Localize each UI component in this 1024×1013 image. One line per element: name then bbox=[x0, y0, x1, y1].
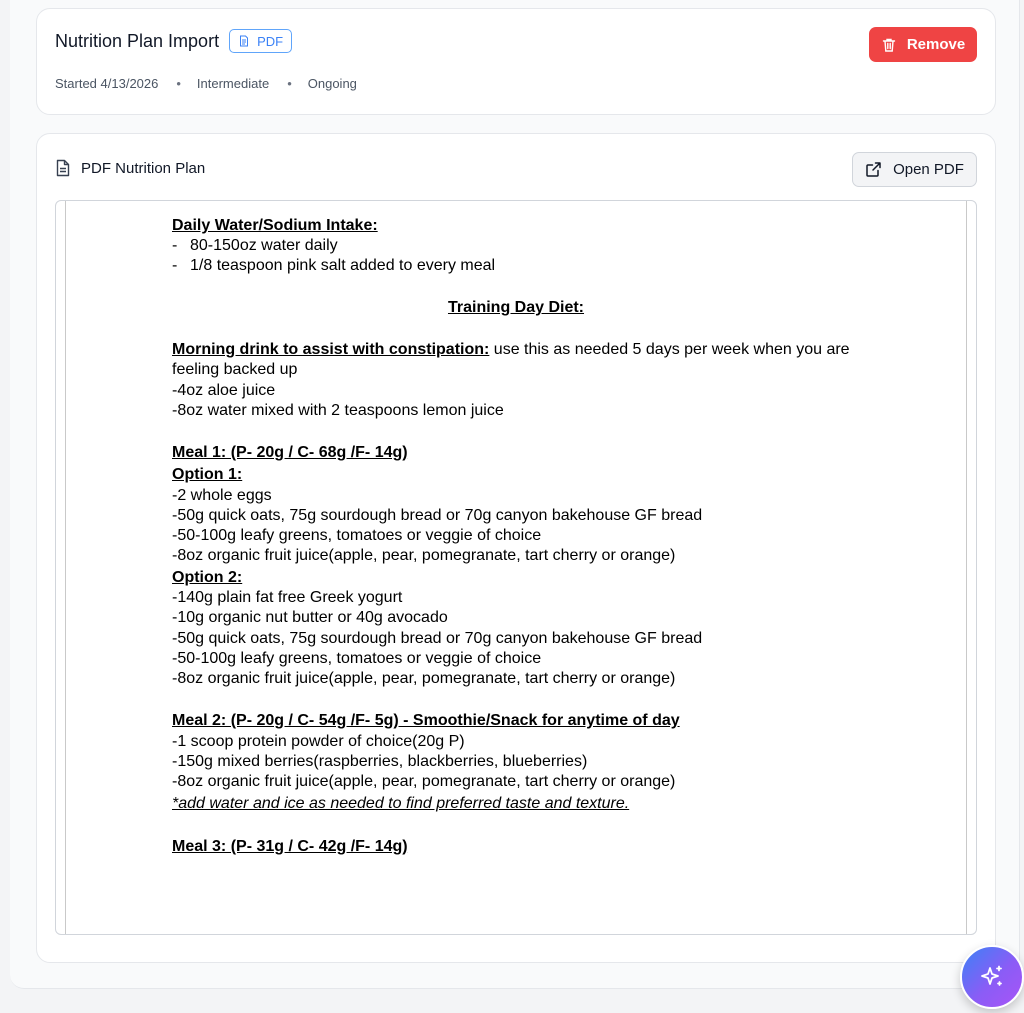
list-item: - 80-150oz water daily bbox=[172, 237, 338, 254]
page-border-left bbox=[65, 201, 66, 934]
list-item: -8oz organic fruit juice(apple, pear, pomegranate, tart cherry or orange) bbox=[172, 670, 676, 687]
plan-title-row bbox=[55, 29, 292, 53]
list-item: -4oz aloe juice bbox=[172, 382, 276, 399]
pdf-badge-label: PDF bbox=[257, 33, 284, 49]
open-pdf-label: Open PDF bbox=[893, 161, 964, 178]
pdf-viewer[interactable] bbox=[55, 200, 977, 935]
plan-status: Ongoing bbox=[307, 76, 357, 91]
list-item: - 1/8 teaspoon pink salt added to every meal bbox=[172, 257, 496, 274]
option2-heading: Option 2: bbox=[172, 569, 243, 586]
open-pdf-button[interactable] bbox=[852, 152, 977, 187]
meal3-heading: Meal 3: (P- 31g / C- 42g /F- 14g) bbox=[172, 838, 408, 855]
list-item: -10g organic nut butter or 40g avocado bbox=[172, 609, 448, 626]
list-item: -150g mixed berries(raspberries, blackberries, blueberries) bbox=[172, 753, 588, 770]
list-item: -50-100g leafy greens, tomatoes or veggie of choice bbox=[172, 650, 542, 667]
list-item: -8oz organic fruit juice(apple, pear, pomegranate, tart cherry or orange) bbox=[172, 773, 676, 790]
pdf-card-title: PDF Nutrition Plan bbox=[81, 159, 206, 177]
trash-icon bbox=[881, 37, 897, 53]
list-item: -140g plain fat free Greek yogurt bbox=[172, 589, 403, 606]
plan-meta bbox=[55, 76, 357, 91]
remove-button-label: Remove bbox=[906, 36, 966, 53]
plan-title: Nutrition Plan Import bbox=[55, 30, 220, 51]
page-border-right bbox=[966, 201, 967, 934]
ai-assistant-button[interactable] bbox=[960, 945, 1024, 1009]
meal2-note: *add water and ice as needed to find preferred taste and texture. bbox=[172, 795, 630, 812]
list-item: -50-100g leafy greens, tomatoes or veggie of choice bbox=[172, 527, 542, 544]
option1-heading: Option 1: bbox=[172, 466, 243, 483]
list-item: -50g quick oats, 75g sourdough bread or 70g canyon bakehouse GF bread bbox=[172, 630, 703, 647]
meta-separator: • bbox=[287, 76, 292, 91]
document-icon bbox=[55, 159, 71, 177]
meal1-heading: Meal 1: (P- 20g / C- 68g /F- 14g) bbox=[172, 444, 408, 461]
list-item: -2 whole eggs bbox=[172, 487, 272, 504]
water-heading: Daily Water/Sodium Intake: bbox=[172, 217, 378, 234]
pdf-card-header bbox=[55, 159, 205, 177]
list-item: -8oz organic fruit juice(apple, pear, pomegranate, tart cherry or orange) bbox=[172, 547, 676, 564]
morning-line: Morning drink to assist with constipation: use this as needed 5 days per week when you are bbox=[172, 341, 850, 358]
remove-button[interactable] bbox=[869, 27, 977, 62]
plan-start-date: Started 4/13/2026 bbox=[55, 76, 159, 91]
list-item: -1 scoop protein powder of choice(20g P) bbox=[172, 733, 465, 750]
pdf-badge bbox=[229, 29, 292, 53]
meal2-heading: Meal 2: (P- 20g / C- 54g /F- 5g) - Smoothie/Snack for anytime of day bbox=[172, 712, 680, 729]
meta-separator: • bbox=[176, 76, 181, 91]
plan-summary-card bbox=[36, 8, 996, 115]
morning-line-2: feeling backed up bbox=[172, 361, 298, 378]
list-item: -8oz water mixed with 2 teaspoons lemon juice bbox=[172, 402, 504, 419]
document-icon bbox=[238, 35, 250, 47]
sparkles-icon bbox=[978, 963, 1006, 991]
external-link-icon bbox=[865, 161, 882, 178]
training-heading: Training Day Diet: bbox=[447, 299, 585, 316]
plan-level: Intermediate bbox=[196, 76, 270, 91]
list-item: -50g quick oats, 75g sourdough bread or 70g canyon bakehouse GF bread bbox=[172, 507, 703, 524]
pdf-plan-card bbox=[36, 133, 996, 963]
